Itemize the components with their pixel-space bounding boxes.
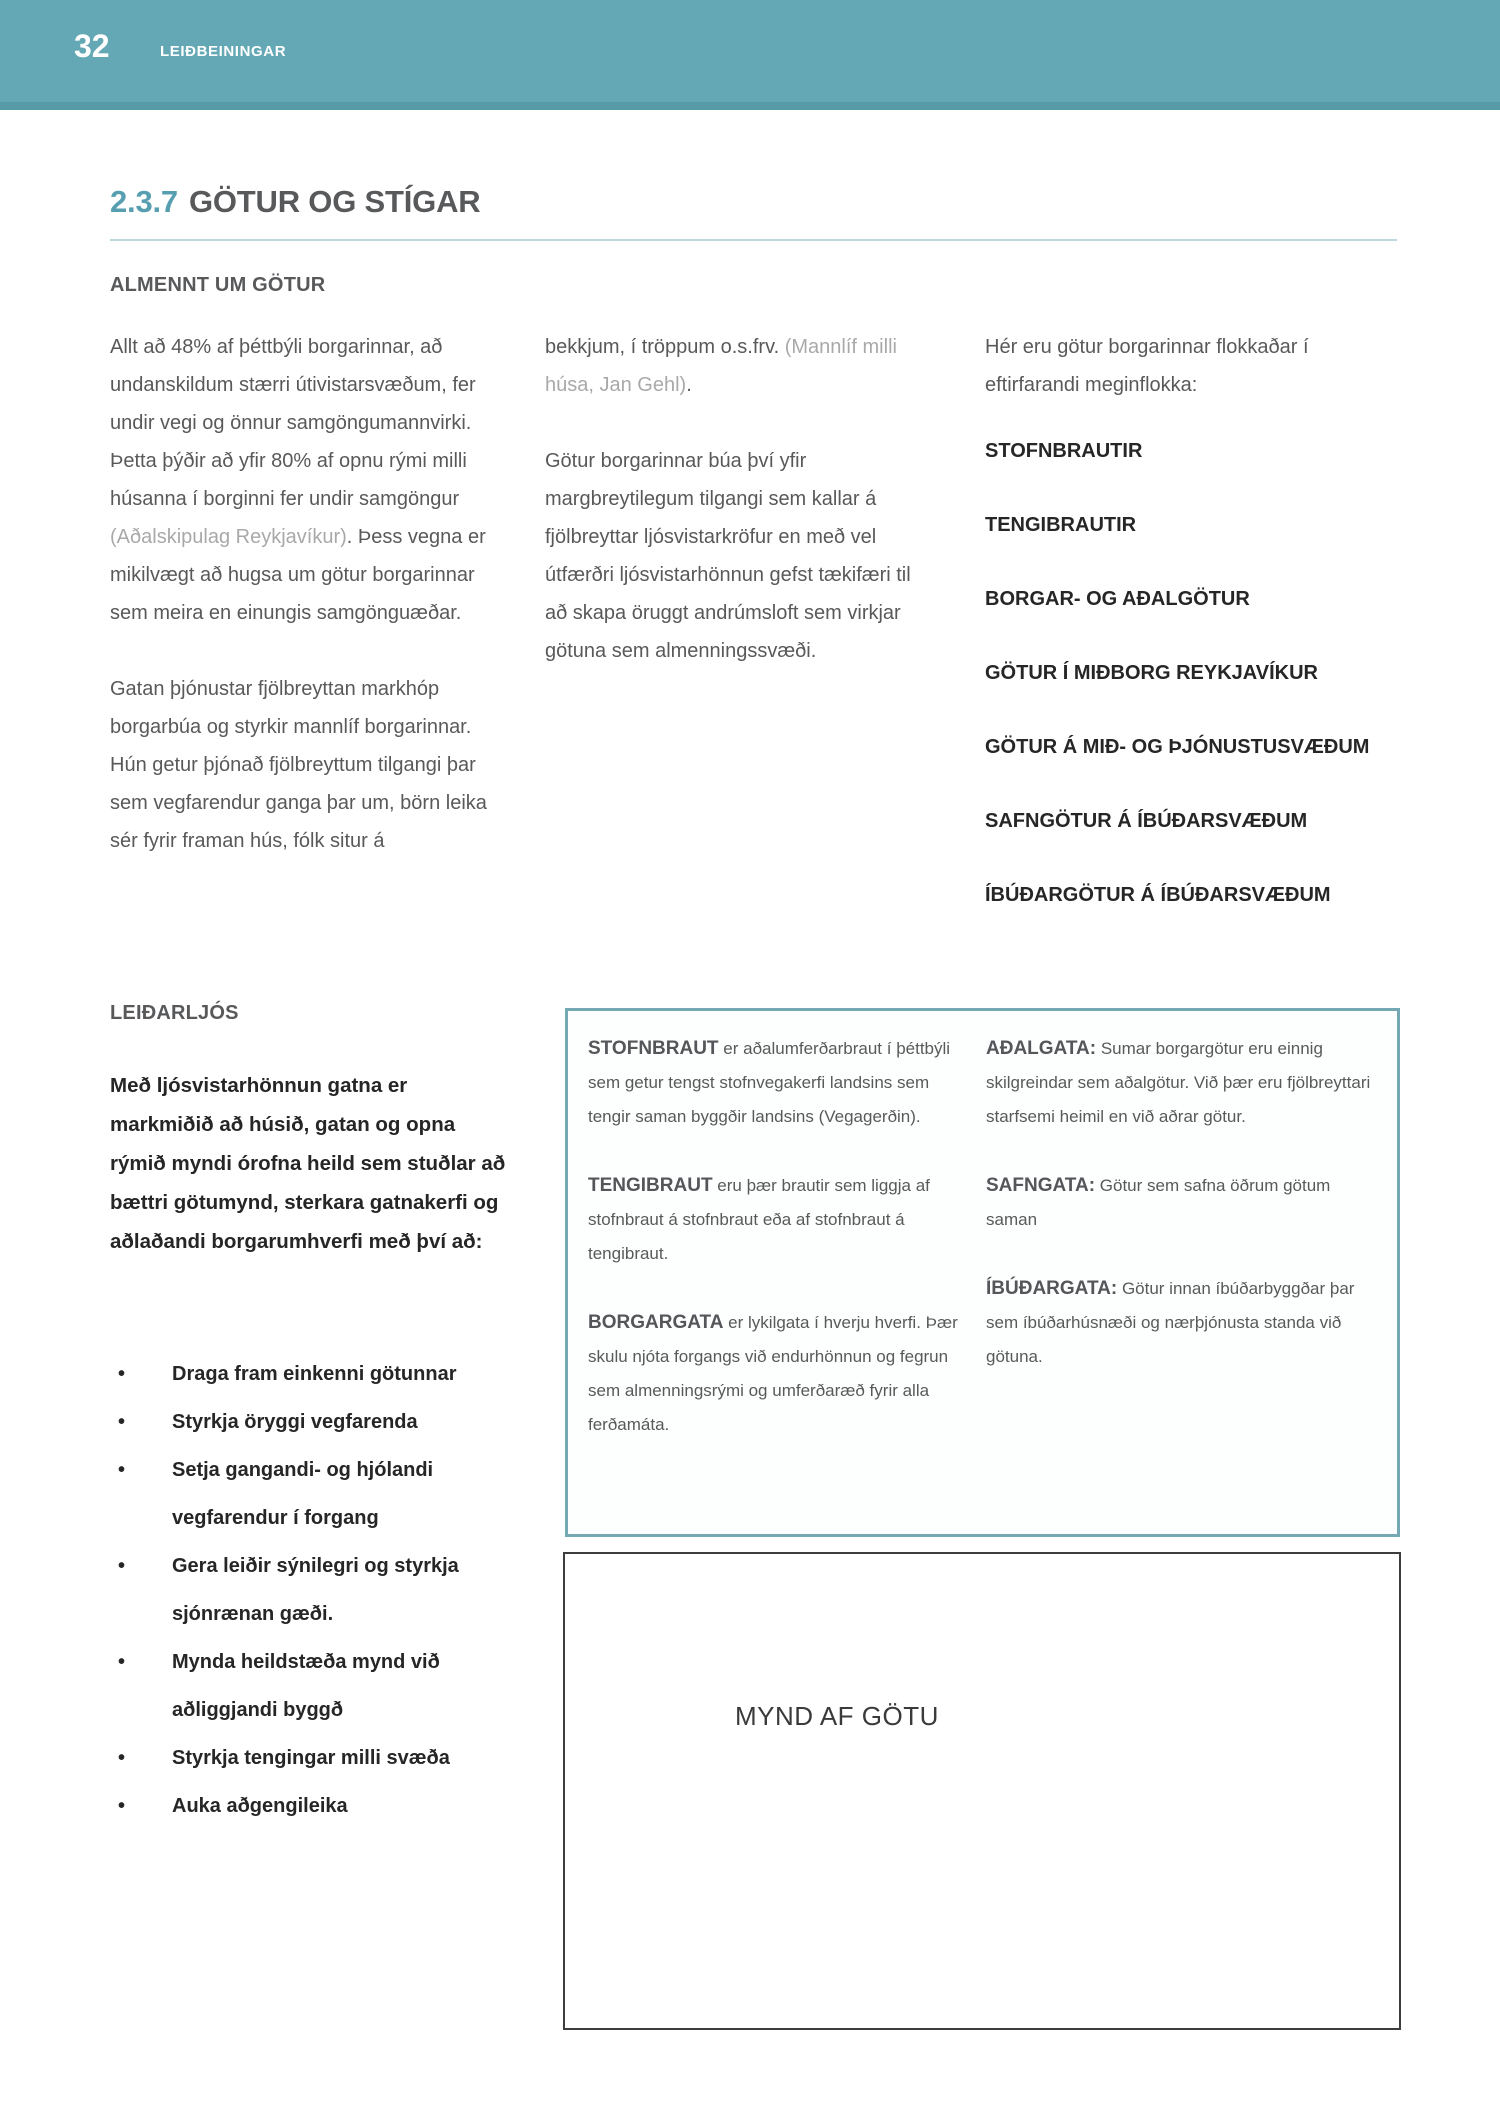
paragraph-text: . — [686, 374, 692, 396]
header-label: LEIÐBEININGAR — [160, 43, 287, 60]
text-column-1 — [110, 328, 492, 898]
definition-text: er aðalumferðarbraut í þéttbýli sem getur tengst stofnvegakerfi landsins sem tengir saman byggðir landsins (Vegagerðin). — [588, 1039, 951, 1126]
bullet-icon: • — [118, 1459, 126, 1481]
paragraph — [545, 328, 933, 404]
list-item-text: Draga fram einkenni götunnar — [172, 1363, 457, 1385]
text-column-2 — [545, 328, 933, 708]
definition-text: eru þær brautir sem liggja af stofnbraut á stofnbraut eða af stofnbraut á tengibraut. — [588, 1176, 930, 1263]
list-item-text: Mynda heildstæða mynd við aðliggjandi byggð — [172, 1651, 440, 1721]
guiding-bullet-list — [110, 1350, 525, 1830]
bullet-icon: • — [118, 1555, 126, 1577]
street-category: STOFNBRAUTIR — [985, 440, 1143, 462]
definition-term: TENGIBRAUT — [588, 1175, 713, 1196]
definition-term: SAFNGATA: — [986, 1175, 1096, 1196]
definitions-right-column — [986, 1032, 1380, 1477]
street-category: SAFNGÖTUR Á ÍBÚÐARSVÆÐUM — [985, 810, 1308, 832]
list-item — [110, 1734, 525, 1782]
paragraph-text: . Þess vegna er mikilvægt að hugsa um götur borgarinnar sem meira en einungis samgönguæðar. — [110, 526, 486, 624]
definitions-left-column — [588, 1032, 960, 1477]
definition-term: BORGARGATA — [588, 1312, 724, 1333]
definition-term: AÐALGATA: — [986, 1038, 1097, 1059]
definition — [986, 1032, 1380, 1134]
bullet-icon: • — [118, 1651, 126, 1673]
definition — [986, 1169, 1380, 1237]
list-item-text: Gera leiðir sýnilegri og styrkja sjónrænan gæði. — [172, 1555, 459, 1625]
general-section-heading: ALMENNT UM GÖTUR — [110, 274, 326, 296]
definitions-columns — [568, 1011, 1397, 1477]
bullet-icon: • — [118, 1363, 126, 1385]
list-item — [110, 1638, 525, 1734]
guiding-section-heading: LEIÐARLJÓS — [110, 1002, 239, 1024]
list-item-text: Styrkja öryggi vegfarenda — [172, 1411, 418, 1433]
street-category: ÍBÚÐARGÖTUR Á ÍBÚÐARSVÆÐUM — [985, 884, 1331, 906]
page-header-bar — [0, 0, 1500, 110]
paragraph: Gatan þjónustar fjölbreyttan markhóp borgarbúa og styrkir mannlíf borgarinnar. Hún getur þjónað fjölbreyttum tilgangi þar sem vegfarendur ganga þar um, börn leika sér fyrir framan hús, fólk situr á — [110, 678, 487, 852]
list-item-text: Styrkja tengingar milli svæða — [172, 1747, 450, 1769]
paragraph — [110, 328, 492, 632]
section-title — [110, 184, 480, 220]
list-item-text: Setja gangandi- og hjólandi vegfarendur í forgang — [172, 1459, 434, 1529]
definition — [588, 1306, 960, 1442]
list-item — [110, 1350, 525, 1398]
citation-text: (Aðalskipulag Reykjavíkur) — [110, 526, 347, 548]
definition — [588, 1032, 960, 1134]
title-divider — [110, 239, 1397, 241]
bullet-icon: • — [118, 1411, 126, 1433]
definition-text: er lykilgata í hverju hverfi. Þær skulu njóta forgangs við endurhönnun og fegrun sem almenningsrými og umferðaræð fyrir alla ferðamáta. — [588, 1313, 958, 1434]
list-item — [110, 1398, 525, 1446]
street-category: GÖTUR Í MIÐBORG REYKJAVÍKUR — [985, 662, 1318, 684]
street-category: BORGAR- OG AÐALGÖTUR — [985, 588, 1250, 610]
category-list-intro: Hér eru götur borgarinnar flokkaðar í eftirfarandi meginflokka: — [985, 336, 1309, 396]
street-category: TENGIBRAUTIR — [985, 514, 1137, 536]
paragraph: Götur borgarinnar búa því yfir margbreytilegum tilgangi sem kallar á fjölbreyttar ljósvistarkröfur en með vel útfærðri ljósvistarhönnun gefst tækifæri til að skapa öruggt andrúmsloft sem virkjar götuna sem almenningssvæði. — [545, 450, 911, 662]
definition-text: Götur sem safna öðrum götum saman — [986, 1176, 1331, 1229]
list-item — [110, 1782, 525, 1830]
section-title-text: GÖTUR OG STÍGAR — [188, 184, 481, 219]
street-definitions-box — [565, 1008, 1400, 1537]
page-number: 32 — [74, 28, 110, 64]
bullet-icon: • — [118, 1795, 126, 1817]
bullet-icon: • — [118, 1747, 126, 1769]
paragraph-text: Allt að 48% af þéttbýli borgarinnar, að undanskildum stærri útivistarsvæðum, fer undir vegi og önnur samgöngumannvirki. Þetta þýðir að yfir 80% af opnu rými milli húsanna í borginni fer undir samgöngur — [110, 336, 476, 510]
list-item — [110, 1446, 525, 1542]
street-category: GÖTUR Á MIÐ- OG ÞJÓNUSTUSVÆÐUM — [985, 736, 1370, 758]
citation-text: (Mannlíf milli húsa, Jan Gehl) — [545, 336, 897, 396]
list-item-text: Auka aðgengileika — [172, 1795, 348, 1817]
definition — [588, 1169, 960, 1271]
definition-term: STOFNBRAUT — [588, 1038, 719, 1059]
definition — [986, 1272, 1380, 1374]
text-column-3 — [985, 328, 1405, 950]
paragraph-text: bekkjum, í tröppum o.s.frv. — [545, 336, 785, 358]
definition-text: Götur innan íbúðarbyggðar þar sem íbúðarhúsnæði og nærþjónusta standa við götuna. — [986, 1279, 1355, 1366]
guiding-intro: Með ljósvistarhönnun gatna er markmiðið að húsið, gatan og opna rýmið myndi órofna heild sem stuðlar að bættri götumynd, sterkara gatnakerfi og aðlaðandi borgarumhverfi með því að: — [110, 1074, 506, 1253]
street-image-placeholder — [563, 1552, 1401, 2030]
definition-term: ÍBÚÐARGATA: — [986, 1278, 1118, 1299]
section-number: 2.3.7 — [110, 184, 178, 219]
definition-text: Sumar borgargötur eru einnig skilgreindar sem aðalgötur. Við þær eru fjölbreyttari starfsemi heimil en við aðrar götur. — [986, 1039, 1371, 1126]
image-placeholder-label: MYND AF GÖTU — [735, 1701, 939, 1731]
list-item — [110, 1542, 525, 1638]
